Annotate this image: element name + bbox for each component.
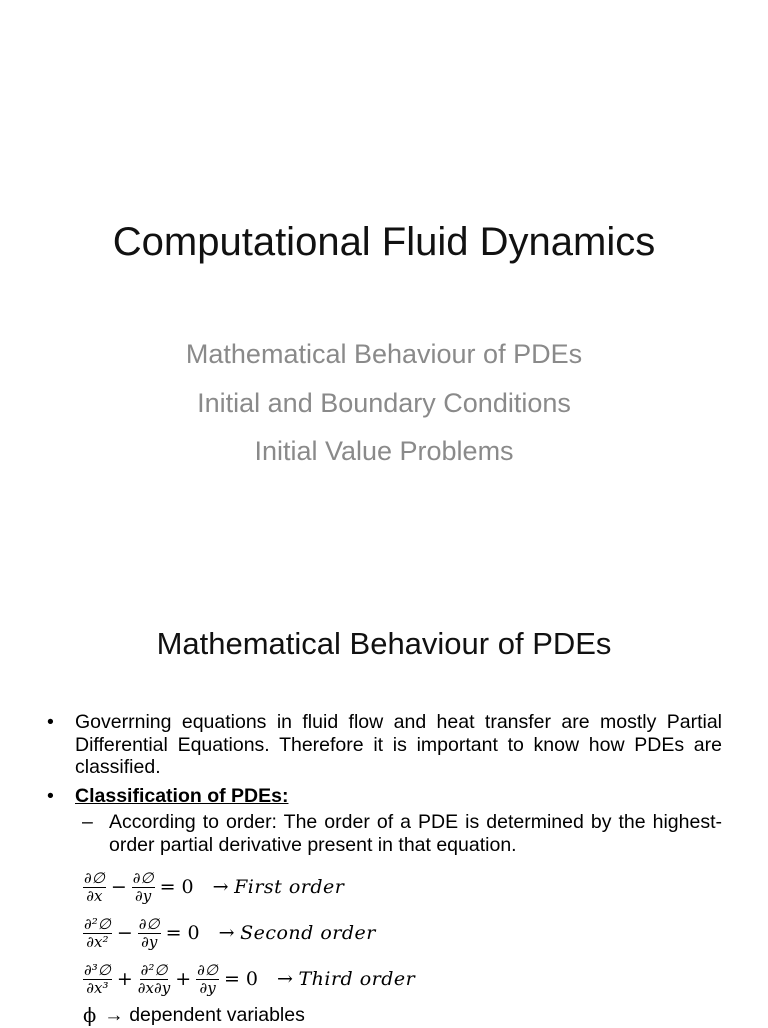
- fraction: [196, 962, 219, 997]
- order-label: Second order: [240, 922, 376, 944]
- slide-title: Mathematical Behaviour of PDEs: [156, 626, 612, 661]
- denominator: ∂y: [141, 932, 158, 951]
- denominator: ∂x³: [86, 978, 109, 997]
- denominator: ∂y: [199, 978, 216, 997]
- subtitle-2: Initial and Boundary Conditions: [197, 387, 571, 418]
- sub-bullet-text: According to order: The order of a PDE is determined by the highest-order partial derivative present in that equation.: [109, 811, 722, 856]
- equals-zero: = 0: [165, 922, 200, 944]
- operator: +: [116, 968, 133, 990]
- numerator: ∂³∅: [84, 960, 111, 979]
- order-result: [219, 922, 376, 944]
- equals-zero: = 0: [159, 876, 194, 898]
- equals-zero: = 0: [223, 968, 259, 990]
- operator: +: [175, 968, 192, 990]
- classification-label: Classification of PDEs:: [75, 784, 289, 807]
- equation-list: [83, 864, 415, 1028]
- fraction: [132, 870, 155, 905]
- fraction: [138, 962, 170, 997]
- fraction: [83, 962, 112, 997]
- order-label: Third order: [298, 968, 416, 990]
- operator: −: [116, 922, 133, 944]
- numerator: ∂∅: [132, 868, 154, 887]
- numerator: ∂∅: [138, 914, 160, 933]
- denominator: ∂y: [135, 886, 152, 905]
- slide-title: Computational Fluid Dynamics: [112, 220, 656, 264]
- subtitle-3: Initial Value Problems: [254, 436, 514, 466]
- dependent-variables-line: [83, 1002, 415, 1028]
- operator: −: [110, 876, 127, 898]
- sub-bullet-order: [47, 811, 722, 856]
- equation-third-order: [83, 956, 415, 1002]
- bullet-dot-icon: •: [47, 784, 54, 807]
- bullet-dot-icon: •: [47, 711, 54, 733]
- arrow-right-icon: →: [212, 876, 230, 898]
- numerator: ∂∅: [84, 868, 105, 887]
- numerator: ∂²∅: [84, 914, 111, 933]
- numerator: ∂∅: [197, 960, 218, 979]
- arrow-right-icon: →: [277, 968, 294, 990]
- content-slide: [0, 576, 768, 1027]
- order-result: [213, 876, 345, 898]
- bullet-list: [47, 711, 722, 856]
- equation-second-order: [83, 910, 415, 956]
- order-result: [277, 968, 415, 990]
- arrow-right-icon: →: [218, 922, 236, 944]
- denominator: ∂x: [86, 886, 103, 905]
- bullet-governing-equations: [47, 711, 722, 779]
- phi-symbol: ϕ: [83, 1003, 97, 1027]
- fraction: [138, 916, 161, 951]
- denominator: ∂x²: [86, 932, 109, 951]
- dependent-variables-text: → dependent variables: [104, 1003, 305, 1026]
- subtitle-list: [0, 330, 768, 476]
- fraction: [83, 916, 112, 951]
- order-label: First order: [234, 876, 345, 898]
- numerator: ∂²∅: [140, 960, 168, 979]
- dash-icon: –: [82, 811, 93, 833]
- fraction: [83, 870, 106, 905]
- bullet-classification: [47, 785, 722, 808]
- bullet-text: Goverrning equations in fluid flow and heat transfer are mostly Partial Differential Equations. Therefore it is important to know how PDEs are classified.: [75, 711, 722, 778]
- equation-first-order: [83, 864, 415, 910]
- denominator: ∂x∂y: [137, 978, 171, 997]
- subtitle-1: Mathematical Behaviour of PDEs: [185, 339, 583, 369]
